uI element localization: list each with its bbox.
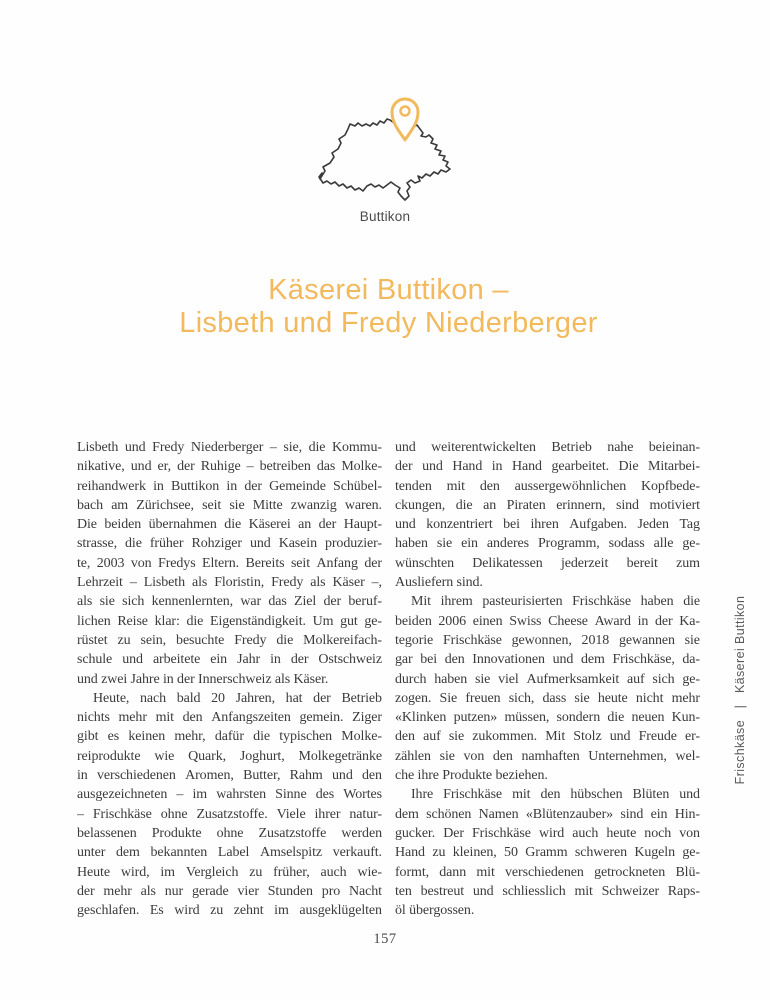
text-line: tegorie Frischkäse gewonnen, 2018 gewannen sie <box>395 632 700 648</box>
text-line: und weiterentwickelten Betrieb nahe beieinan- <box>395 440 700 455</box>
text-line: formt, dann mit verschiedenen getrockneten Blü- <box>395 864 700 880</box>
text-line: wünschten Delikatessen jederzeit bereit zum <box>395 555 700 571</box>
text-line: «Klinken putzen» müssen, sondern die neuen Kun- <box>395 710 700 726</box>
article-body <box>77 438 700 920</box>
text-line: gar bei den Innovationen und dem Frischkäse, da- <box>395 652 700 668</box>
text-line: gucker. Der Frischkäse wird auch heute noch von <box>395 825 700 841</box>
text-line: beiden 2006 einen Swiss Cheese Award in der Ka- <box>395 613 700 629</box>
text-line: den auf sie zukommen. Mit Stolz und Freude er- <box>395 729 700 745</box>
text-line: Ausliefern sind. <box>395 575 483 591</box>
text-line: öl übergossen. <box>395 903 475 919</box>
text-line: ten bestreut und schliesslich mit Schweizer Raps- <box>395 883 700 899</box>
article-column-right <box>395 438 700 920</box>
text-line: als sie sich kennenlernten, war das Ziel der beruf- <box>77 594 382 610</box>
text-line: bach am Zürichsee, seit sie Mitte zwanzig waren. <box>77 497 382 513</box>
text-line: Ihre Frischkäse mit den hübschen Blüten und <box>411 787 700 803</box>
text-line: haben sie ein anderes Programm, sodass alle ge- <box>395 536 700 552</box>
text-line: Lehrzeit – Lisbeth als Floristin, Fredy als Käser –, <box>77 575 382 591</box>
map-label: Buttikon <box>359 209 411 224</box>
text-line: geschlafen. Es wird zu zehnt im ausgeklügelten <box>77 903 382 919</box>
text-line: unter dem bekannten Label Amselspitz verkauft. <box>77 845 382 861</box>
text-line: dem schönen Namen «Blütenzauber» sind ein Hin- <box>395 806 700 822</box>
text-line: Heute, nach bald 20 Jahren, hat der Betrieb <box>93 690 382 706</box>
text-line: tenden mit den aussergewöhnlichen Kopfbede- <box>395 478 700 494</box>
text-line: ausgezeichneten – im wahrsten Sinne des Wortes <box>77 787 382 803</box>
map-figure <box>310 93 460 224</box>
text-line: Heute wird, im Vergleich zu früher, auch wie- <box>77 864 382 880</box>
vertical-tab-label: Frischkäse | Käserei Buttikon <box>733 595 747 785</box>
page-title <box>77 274 700 340</box>
text-line: durch haben sie viel Aufmerksamkeit auf sich ge- <box>395 671 700 687</box>
switzerland-map <box>310 93 460 211</box>
text-line: zählen sie von den namhaften Unternehmen, wel- <box>395 748 700 764</box>
text-line: reiprodukte wie Quark, Joghurt, Molkegetränke <box>77 748 382 764</box>
text-line: – Frischkäse ohne Zusatzstoffe. Viele ihrer natur- <box>77 806 382 822</box>
text-line: gibt es keinen mehr, dafür die typischen Molke- <box>77 729 382 745</box>
page-number: 157 <box>373 931 397 947</box>
text-line: nikative, und er, der Ruhige – betreiben das Molke- <box>77 459 382 475</box>
text-line: zogen. Sie freuen sich, dass sie heute nicht mehr <box>395 690 700 706</box>
text-line: lichen Reise klar: die Eigenständigkeit. Um gut ge- <box>77 613 382 629</box>
text-line: Lisbeth und Fredy Niederberger – sie, die Kommu- <box>77 440 382 455</box>
text-line: ckungen, die an Piraten erinnern, sind motiviert <box>395 497 700 513</box>
text-line: strasse, die früher Rohziger und Kasein produzier- <box>77 536 382 552</box>
text-line: schule und arbeitete ein Jahr in der Ostschweiz <box>77 652 382 668</box>
text-line: te, 2003 von Fredys Eltern. Bereits seit Anfang der <box>77 555 382 571</box>
text-line: der und Hand in Hand gearbeitet. Die Mitarbei- <box>395 459 700 475</box>
text-line: und konzentriert bei ihren Aufgaben. Jeden Tag <box>395 517 700 533</box>
text-line: belassenen Produkte ohne Zusatzstoffe werden <box>77 825 382 841</box>
text-line: der mehr als nur gerade vier Stunden pro Nacht <box>77 883 382 899</box>
text-line: Hand zu kleinen, 50 Gramm schweren Kugeln ge- <box>395 845 700 861</box>
page-title-line1: Käserei Buttikon – <box>268 274 509 306</box>
text-line: nichts mehr mit den Anfangszeiten gemein. Ziger <box>77 710 382 726</box>
page-title-line2: Lisbeth und Fredy Niederberger <box>179 307 598 339</box>
text-line: Mit ihrem pasteurisierten Frischkäse haben die <box>411 594 700 610</box>
article-column-left <box>77 438 382 920</box>
location-pin-icon <box>392 99 418 140</box>
switzerland-outline <box>319 119 450 200</box>
text-line: rüstet zu sein, besuchte Fredy die Molkereifach- <box>77 632 382 648</box>
text-line: che ihre Produkte beziehen. <box>395 768 548 784</box>
text-line: reihandwerk in Buttikon in der Gemeinde Schübel- <box>77 478 382 494</box>
text-line: in verschiedenen Aromen, Butter, Rahm und den <box>77 768 382 784</box>
text-line: und zwei Jahre in der Innerschweiz als Käser. <box>77 671 329 687</box>
text-line: Die beiden übernahmen die Käserei an der Haupt- <box>77 517 382 533</box>
